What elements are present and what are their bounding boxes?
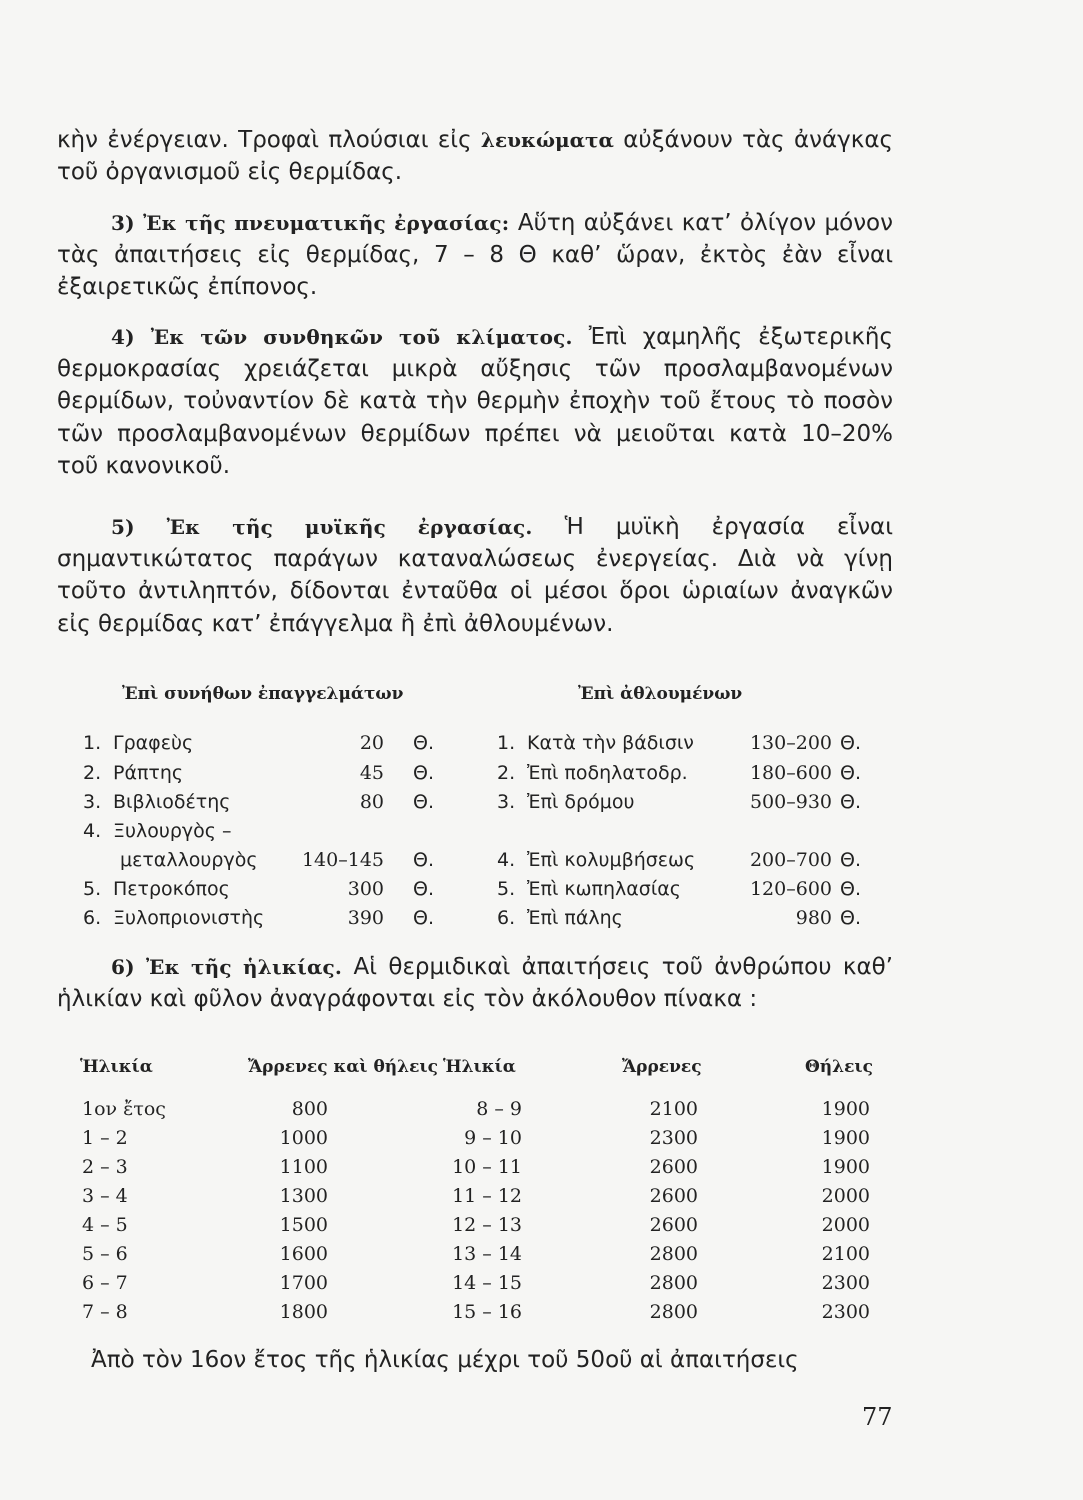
calories-both: 1700 [279,1272,328,1294]
keyword-proteins: λευκώματα [480,128,614,152]
ath-value: 200–700 [749,849,832,871]
calories-both: 1600 [279,1243,328,1265]
paragraph-text: αὐξάνουν τὰς ἀνάγκας τοῦ ὀργανισμοῦ εἰς θερμίδας. [57,127,893,186]
calories-female: 2000 [821,1185,870,1207]
ath-name: Ἐπὶ κολυμβήσεως [527,849,696,871]
occ-value: 45 [359,762,384,784]
column-header-common: Ἐπὶ συνήθων ἐπαγγελμάτων [122,684,404,704]
age-range: 13 – 14 [452,1243,522,1265]
section-heading: 3) Ἐκ τῆς πνευματικῆς ἐργασίας: [111,211,510,235]
ath-num: 3. [497,791,516,813]
paragraph-climate [57,321,893,482]
age-range: 3 – 4 [82,1185,128,1207]
occ-unit: Θ. [413,849,434,871]
occ-value: 300 [347,878,384,900]
header-age-right: Ἡλικία [443,1057,516,1077]
header-male: Ἄρρενες [622,1057,702,1077]
age-range: 10 – 11 [452,1156,522,1178]
occ-value: 140–145 [301,849,384,871]
age-range: 15 – 16 [452,1301,522,1323]
age-range: 11 – 12 [452,1185,522,1207]
paragraph-proteins [57,124,893,188]
ath-value: 130–200 [749,732,832,754]
age-range: 9 – 10 [464,1127,522,1149]
paragraph-text: Αὕτη αὐξάνει κατ’ ὀλίγον μόνον τὰς ἀπαιτήσεις εἰς θερμίδας, 7 – 8 Θ καθ’ ὥραν, ἐκτὸς ἐὰν εἶναι ἐξαιρετικῶς ἐπίπονος. [57,210,893,301]
calories-male: 2800 [649,1243,698,1265]
header-age-left: Ἡλικία [80,1057,153,1077]
paragraph-text: Ἀπὸ τὸν 16ον ἔτος τῆς ἡλικίας μέχρι τοῦ 50οῦ αἱ ἀπαιτήσεις [91,1347,799,1373]
header-female: Θήλεις [805,1057,873,1077]
occ-num: 6. [83,907,102,929]
ath-unit: Θ. [840,762,861,784]
section-heading: 6) Ἐκ τῆς ἡλικίας. [111,955,343,979]
ath-unit: Θ. [840,849,861,871]
occ-name: Βιβλιοδέτης [113,791,231,813]
occ-name: Ράπτης [113,762,184,784]
ath-value: 500–930 [749,791,832,813]
calories-both: 1000 [279,1127,328,1149]
ath-name: Ἐπὶ πάλης [527,907,623,929]
ath-value: 180–600 [749,762,832,784]
age-range: 12 – 13 [452,1214,522,1236]
ath-num: 5. [497,878,516,900]
occ-value: 390 [347,907,384,929]
paragraph-text: Ἐπὶ χαμηλῆς ἐξωτερικῆς θερμοκρασίας χρειάζεται μικρὰ αὔξησις τῶν προσλαμβανομένων θερμίδων, τοὐναντίον δὲ κατὰ τὴν θερμὴν ἐποχὴν τοῦ ἔτους τὸ ποσὸν τῶν προσλαμβανομένων θερμίδων πρέπει νὰ μειοῦται κατὰ 10–20% τοῦ κανονικοῦ. [57,324,894,479]
occ-value: 80 [359,791,384,813]
column-header-athletes: Ἐπὶ ἀθλουμένων [578,684,743,704]
ath-unit: Θ. [840,878,861,900]
age-range: 6 – 7 [82,1272,128,1294]
paragraph-continuation [57,1344,893,1376]
age-range: 4 – 5 [82,1214,128,1236]
age-range: 5 – 6 [82,1243,128,1265]
ath-unit: Θ. [840,732,861,754]
calories-both: 1500 [279,1214,328,1236]
ath-name: Ἐπὶ δρόμου [527,791,635,813]
occ-name: Ξυλουργὸς – [113,820,232,842]
ath-unit: Θ. [840,791,861,813]
paragraph-age [57,951,893,1015]
occ-name: Πετροκόπος [113,878,230,900]
calories-both: 800 [291,1098,328,1120]
occ-unit: Θ. [413,762,434,784]
ath-num: 2. [497,762,516,784]
occ-unit: Θ. [413,878,434,900]
calories-female: 2300 [821,1301,870,1323]
paragraph-muscular-work [57,511,893,640]
calories-female: 2000 [821,1214,870,1236]
ath-num: 6. [497,907,516,929]
page-number: 77 [862,1403,893,1431]
age-range: 8 – 9 [476,1098,522,1120]
calories-female: 2100 [821,1243,870,1265]
occ-num: 5. [83,878,102,900]
occ-num: 4. [83,820,102,842]
occ-name-continued: μεταλλουργὸς [120,849,258,871]
calories-female: 1900 [821,1098,870,1120]
calories-both: 1100 [279,1156,328,1178]
ath-name: Ἐπὶ ποδηλατοδρ. [527,762,688,784]
occ-name: Ξυλοπριονιστὴς [113,907,265,929]
paragraph-text: Ἡ μυϊκὴ ἐργασία εἶναι σημαντικώτατος παράγων καταναλώσεως ἐνεργείας. Διὰ νὰ γίνῃ τοῦτο ἀντιληπτόν, δίδονται ἐνταῦθα οἱ μέσοι ὅροι ὡριαίων ἀναγκῶν εἰς θερμίδας κατ’ ἐπάγγελμα ἢ ἐπὶ ἀθλουμένων. [57,514,893,637]
age-range: 7 – 8 [82,1301,128,1323]
calories-male: 2800 [649,1272,698,1294]
occ-num: 3. [83,791,102,813]
section-heading: 4) Ἐκ τῶν συνθηκῶν τοῦ κλίματος. [111,325,573,349]
calories-both: 1800 [279,1301,328,1323]
paragraph-text: Αἱ θερμιδικαὶ ἀπαιτήσεις τοῦ ἀνθρώπου καθ’ ἡλικίαν καὶ φῦλον ἀναγράφονται εἰς τὸν ἀκόλουθον πίνακα : [57,954,893,1013]
section-heading: 5) Ἐκ τῆς μυϊκῆς ἐργασίας. [111,515,533,539]
ath-num: 4. [497,849,516,871]
calories-male: 2300 [649,1127,698,1149]
ath-name: Κατὰ τὴν βάδισιν [527,732,694,754]
age-range: 1 – 2 [82,1127,128,1149]
calories-both: 1300 [279,1185,328,1207]
calories-female: 2300 [821,1272,870,1294]
calories-male: 2600 [649,1185,698,1207]
ath-name: Ἐπὶ κωπηλασίας [527,878,681,900]
paragraph-mental-work [57,207,893,304]
calories-female: 1900 [821,1127,870,1149]
age-range: 1ον ἔτος [82,1098,166,1120]
calories-female: 1900 [821,1156,870,1178]
occ-value: 20 [359,732,384,754]
occ-num: 2. [83,762,102,784]
calories-male: 2100 [649,1098,698,1120]
header-male-female: Ἄρρενες καὶ θήλεις [248,1057,438,1077]
ath-value: 980 [795,907,832,929]
calories-male: 2600 [649,1214,698,1236]
ath-unit: Θ. [840,907,861,929]
calories-male: 2800 [649,1301,698,1323]
age-range: 2 – 3 [82,1156,128,1178]
paragraph-text: κὴν ἐνέργειαν. Τροφαὶ πλούσιαι εἰς [57,127,481,153]
age-range: 14 – 15 [452,1272,522,1294]
ath-num: 1. [497,732,516,754]
calories-male: 2600 [649,1156,698,1178]
ath-value: 120–600 [749,878,832,900]
occ-name: Γραφεὺς [113,732,194,754]
occ-unit: Θ. [413,907,434,929]
occ-unit: Θ. [413,791,434,813]
occ-unit: Θ. [413,732,434,754]
occ-num: 1. [83,732,102,754]
